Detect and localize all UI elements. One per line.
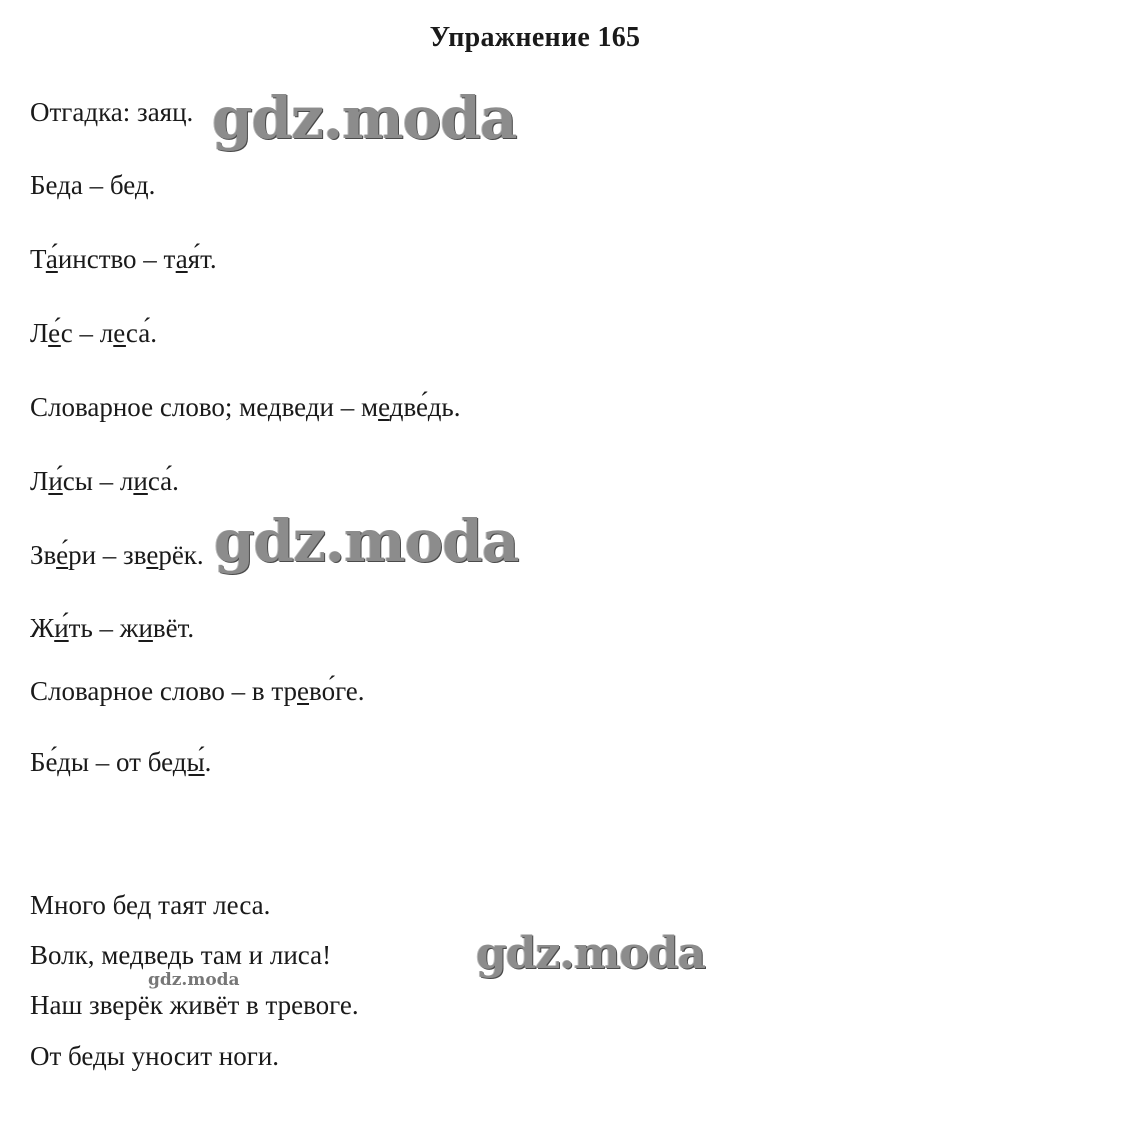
text-segment: вёт. [152,613,195,643]
underlined-letter: е [378,392,390,422]
answer-line-medved [30,392,461,423]
answer-line-riddle [30,97,193,128]
underlined-letter: е́ [48,318,61,348]
text-segment: Бе́ды – от бе [30,747,173,777]
watermark-logo: gdz.moda [212,84,517,152]
answer-line-bedy [30,747,211,778]
underlined-letter: а [175,244,188,274]
underlined-letter: д [134,170,149,200]
text-segment: . [148,170,156,200]
text-segment: Л [30,318,49,348]
underlined-letter: е [297,676,310,706]
underlined-letter: и [133,466,148,496]
text-segment: Л [30,466,49,496]
text-segment: са́. [125,318,157,348]
underlined-letter: д [57,170,71,200]
text-segment: са́. [147,466,179,496]
poem-line: Много бед таят леса. [30,890,271,920]
answer-line-trevoga [30,676,365,707]
answer-line-zhit [30,613,194,644]
text-segment: а – бе [70,170,135,200]
exercise-title: Упражнение 165 [429,22,641,53]
text-segment: . [204,747,212,777]
text-segment: Словарное слово; медведи – м [30,392,379,422]
text-segment: Ж [30,613,55,643]
underlined-letter: и́ [48,466,63,496]
answer-line-zverek [30,540,204,571]
underlined-letter: е [146,540,159,570]
underlined-letter: и́ [54,613,69,643]
poem-line: Волк, медведь там и лиса! [30,940,332,970]
underlined-letter: е́ [56,540,69,570]
watermark-logo: gdz.moda [476,928,706,979]
text-segment: Зв [30,540,57,570]
text-segment: Т [30,244,46,274]
text-segment: Бе [30,170,58,200]
text-segment: инство – т [57,244,176,274]
underlined-letter: е [113,318,126,348]
text-segment: ри – зв [68,540,147,570]
answer-line-les [30,318,157,349]
answer-line-lisa [30,466,179,497]
text-segment: Отгадка: заяц. [30,97,194,127]
text-segment: я́т. [187,244,217,274]
text-segment: рёк. [158,540,204,570]
watermark-logo-small: gdz.moda [148,970,240,990]
poem-line: Наш зверёк живёт в тревоге. [30,990,359,1020]
text-segment: с – л [60,318,114,348]
watermark-logo: gdz.moda [214,507,519,575]
text-segment: Словарное слово – в тр [30,676,298,706]
answer-line-beda [30,170,155,201]
text-segment: две́дь. [389,392,461,422]
text-segment: ть – ж [68,613,139,643]
underlined-letter: а́ [45,244,58,274]
underlined-letter: и [138,613,153,643]
answer-line-tainstvo [30,244,217,275]
poem-line: От беды уносит ноги. [30,1041,280,1071]
underlined-letter: ды́ [172,747,205,777]
text-segment: сы – л [62,466,134,496]
text-segment: во́ге. [309,676,365,706]
